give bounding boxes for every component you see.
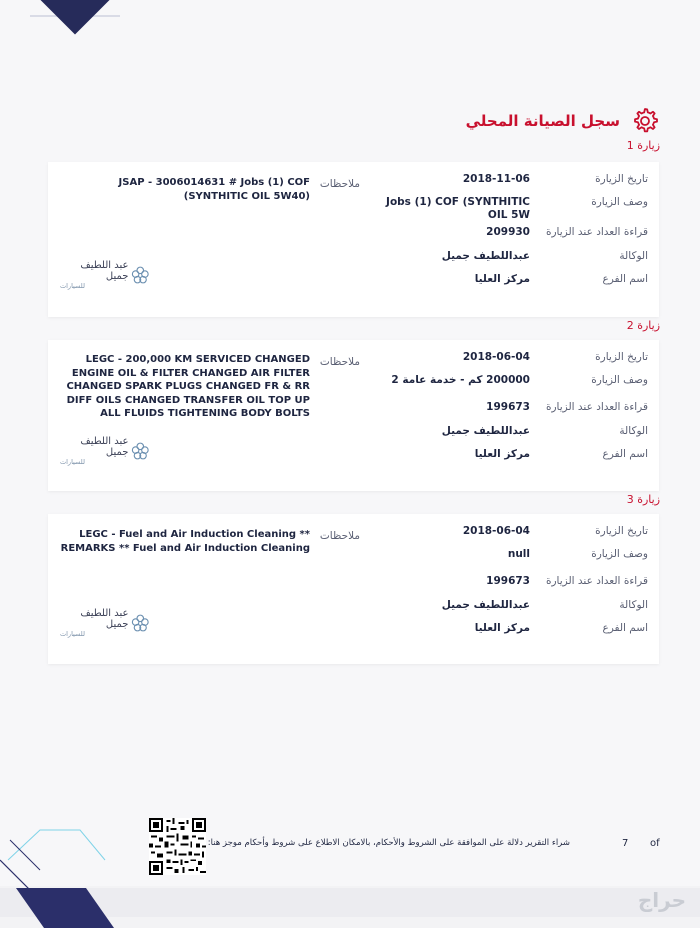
logo-sub-text: للسيارات (60, 282, 85, 290)
field-value: Jobs (1) COF (SYNTHITIC OIL 5W (386, 196, 530, 221)
field-value: عبداللطيف جميل (441, 425, 530, 437)
flower-icon (131, 613, 150, 633)
field-agency (359, 425, 659, 445)
field-agency (359, 250, 659, 270)
field-odometer (359, 575, 659, 595)
visit-label: زيارة 2 (626, 319, 660, 332)
field-odometer (359, 226, 659, 246)
field-label: قراءة العداد عند الزيارة (545, 401, 648, 413)
visit-card (48, 514, 659, 664)
field-label: تاريخ الزيارة (595, 525, 648, 537)
field-label: قراءة العداد عند الزيارة (545, 226, 648, 238)
field-agency (359, 599, 659, 619)
field-label: وصف الزيارة (591, 374, 648, 386)
visit-label: زيارة 3 (626, 493, 660, 506)
field-value: 209930 (486, 226, 530, 238)
dealer-logo (60, 438, 150, 464)
flower-icon (131, 265, 150, 285)
field-label: وصف الزيارة (591, 196, 648, 208)
logo-main-text: عبد اللطيف جميل (80, 260, 129, 282)
hexagon-decoration (0, 820, 110, 890)
field-label: تاريخ الزيارة (595, 173, 648, 185)
visit-card (48, 340, 659, 491)
logo-sub-text: للسيارات (60, 458, 85, 466)
field-value: عبداللطيف جميل (441, 250, 530, 262)
dealer-logo (60, 262, 150, 288)
field-label: اسم الفرع (602, 448, 648, 460)
field-value: 2018-06-04 (462, 351, 530, 363)
terms-text: شراء التقرير دلالة على الموافقة على الشروط والأحكام، بالامكان الاطلاع على شروط وأحكام موجز هنا: (207, 838, 570, 848)
page-of-label: of (650, 838, 660, 849)
flower-icon (131, 441, 150, 461)
field-visit-desc (359, 548, 659, 568)
field-label: وصف الزيارة (591, 548, 648, 560)
field-value: 2018-06-04 (462, 525, 530, 537)
section-header (466, 104, 660, 138)
notes-text: JSAP - 3006014631 # Jobs (1) COF (SYNTHITIC OIL 5W40) (118, 177, 310, 202)
field-value: عبداللطيف جميل (441, 599, 530, 611)
logo-sub-text: للسيارات (60, 630, 85, 638)
field-value: null (507, 548, 530, 560)
field-branch (359, 622, 659, 642)
field-value: مركز العليا (474, 448, 530, 460)
field-value: 200000 كم - خدمة عامة 2 (391, 374, 530, 386)
field-value: مركز العليا (474, 273, 530, 285)
field-label: قراءة العداد عند الزيارة (545, 575, 648, 587)
visit-label: زيارة 1 (626, 139, 660, 152)
field-value: مركز العليا (474, 622, 530, 634)
dealer-logo (60, 610, 150, 636)
field-label: اسم الفرع (602, 622, 648, 634)
field-visit-date (359, 351, 659, 371)
logo-main-text: عبد اللطيف جميل (80, 436, 129, 458)
field-label: اسم الفرع (602, 273, 648, 285)
field-branch (359, 273, 659, 293)
next-page-edge (0, 888, 700, 917)
notes-text: LEGC - Fuel and Air Induction Cleaning ** REMARKS ** Fuel and Air Induction Cleaning (60, 529, 310, 554)
field-odometer (359, 401, 659, 421)
visit-card (48, 162, 659, 317)
field-label: الوكالة (619, 425, 648, 437)
field-value: 199673 (486, 575, 530, 587)
field-branch (359, 448, 659, 468)
field-visit-desc (359, 374, 659, 394)
field-label: الوكالة (619, 250, 648, 262)
watermark: حراج (637, 888, 686, 912)
field-label: تاريخ الزيارة (595, 351, 648, 363)
page-number: 7 (622, 838, 629, 849)
notes-label: ملاحظات (319, 178, 360, 190)
gear-icon (630, 106, 660, 136)
field-visit-date (359, 173, 659, 193)
logo-main-text: عبد اللطيف جميل (80, 608, 129, 630)
notes-label: ملاحظات (319, 356, 360, 368)
field-value: 2018-11-06 (462, 173, 530, 185)
field-visit-date (359, 525, 659, 545)
field-label: الوكالة (619, 599, 648, 611)
field-value: 199673 (486, 401, 530, 413)
qr-code[interactable] (149, 818, 206, 875)
page-title: سجل الصيانة المحلي (465, 112, 620, 130)
notes-label: ملاحظات (319, 530, 360, 542)
field-visit-desc (359, 196, 659, 221)
notes-text: LEGC - 200,000 KM SERVICED CHANGED ENGINE OIL & FILTER CHANGED AIR FILTER CHANGED SPARK PLUGS CHANGED FR & RR DIFF OILS CHANGED TRANSFER OIL TOP UP ALL FLUIDS TIGHTENING BODY BOLTS (66, 354, 310, 420)
